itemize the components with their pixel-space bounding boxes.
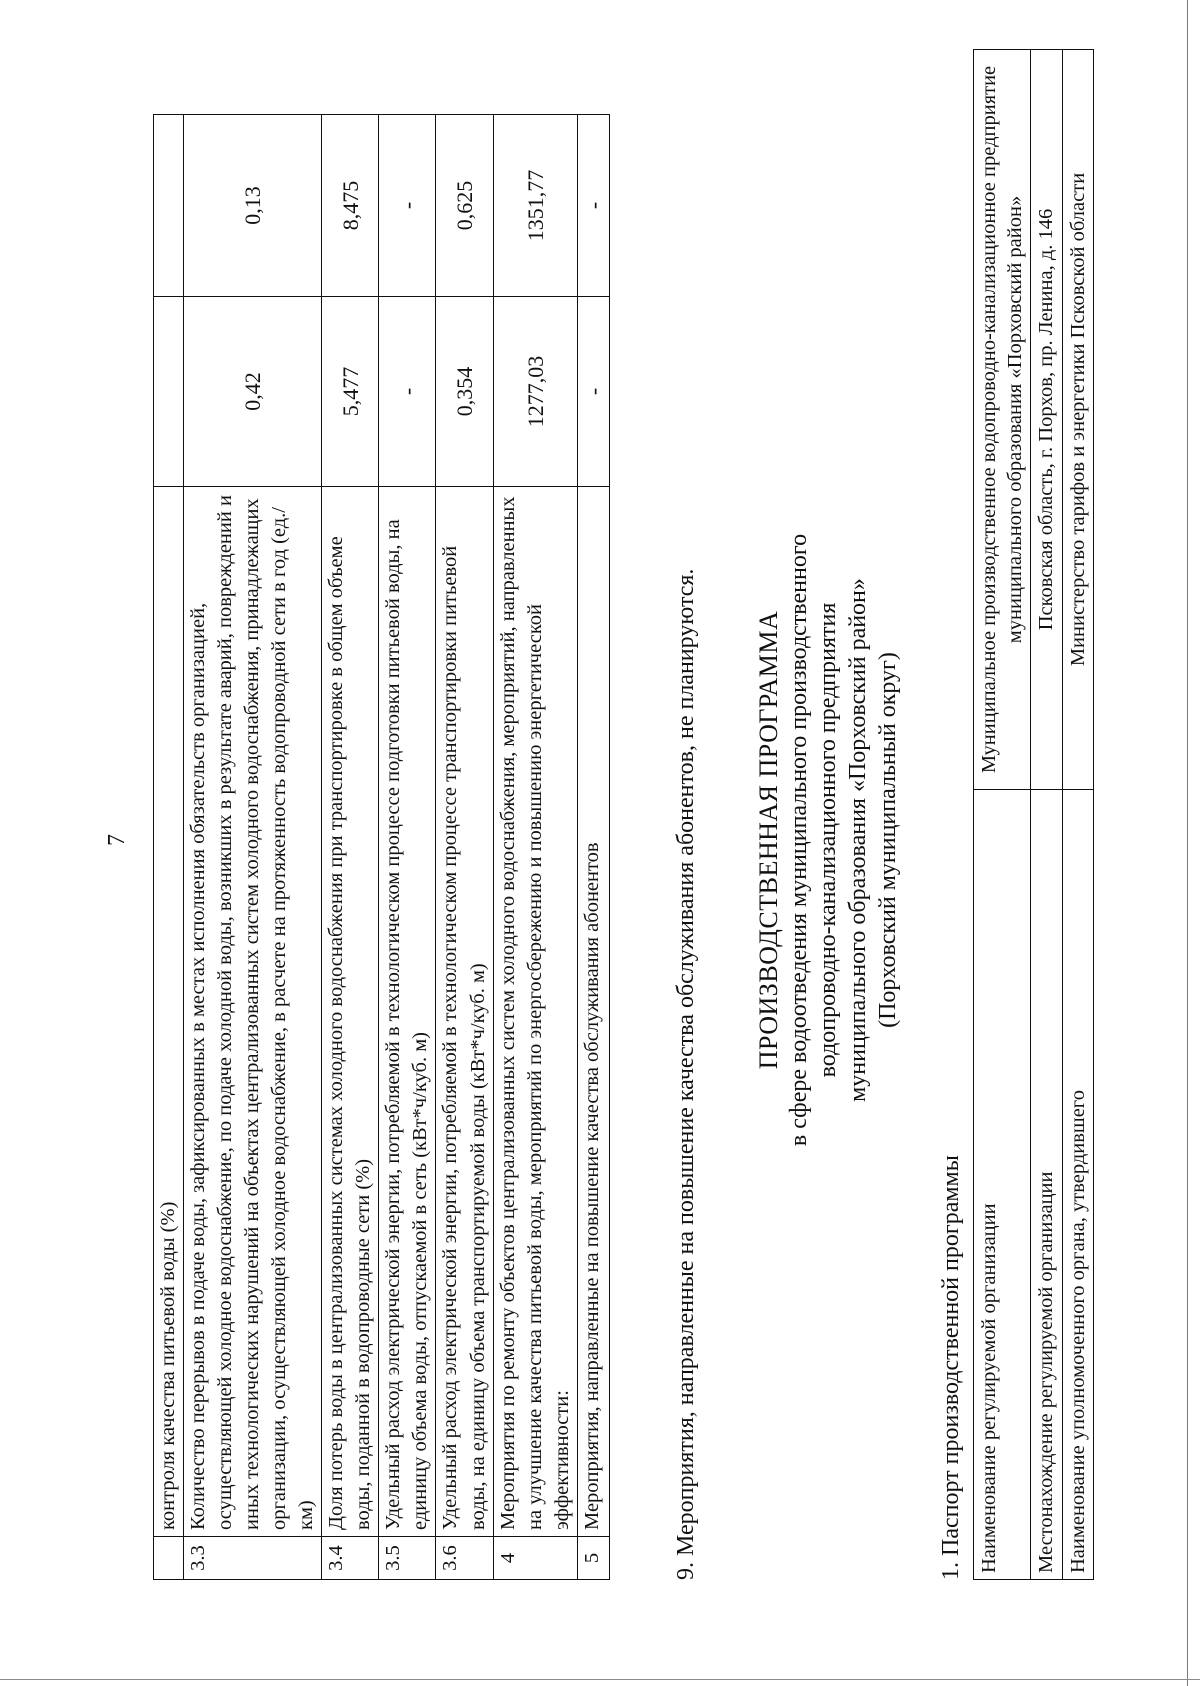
program-subtitle-line: (Порховский муниципальный округ) bbox=[874, 652, 901, 1028]
passport-value: Министерство тарифов и энергетики Псковской области bbox=[1062, 50, 1093, 790]
indicator-text: Удельный расход электрической энергии, потребляемой в технологическом процессе транспортировки питьевой воды, на единицу объема транспортируемой воды (кВт*ч/куб. м) bbox=[436, 487, 493, 1537]
indicator-value-2: 8,475 bbox=[322, 115, 379, 297]
table-row bbox=[1062, 50, 1093, 1580]
row-number: 3.3 bbox=[184, 1537, 322, 1580]
indicator-value-2: - bbox=[379, 115, 436, 297]
indicators-table bbox=[153, 114, 610, 1580]
table-row bbox=[154, 115, 184, 1580]
indicator-value-1: 1277,03 bbox=[493, 297, 577, 487]
measures-paragraph: 9. Мероприятия, направленные на повышение качества обслуживания абонентов, не планируются. bbox=[673, 568, 699, 1580]
passport-value: Муниципальное производственное водопроводно-канализационное предприятие муниципального образования «Порховский район» bbox=[974, 50, 1031, 790]
indicator-value-1: - bbox=[379, 297, 436, 487]
table-row bbox=[1031, 50, 1062, 1580]
table-row bbox=[436, 115, 493, 1580]
indicator-value-2: - bbox=[577, 115, 609, 297]
indicator-text: Мероприятия, направленные на повышение качества обслуживания абонентов bbox=[577, 487, 609, 1537]
row-number: 3.5 bbox=[379, 1537, 436, 1580]
indicator-value-1: 5,477 bbox=[322, 297, 379, 487]
table-row bbox=[322, 115, 379, 1580]
indicator-value-1 bbox=[154, 297, 184, 487]
table-row bbox=[577, 115, 609, 1580]
program-subtitle-line: водопроводно-канализационного предприятия bbox=[815, 602, 842, 1078]
passport-label: Наименование регулируемой организации bbox=[974, 790, 1031, 1580]
indicator-text: Доля потерь воды в централизованных системах холодного водоснабжения при транспортировке в общем объеме воды, поданной в водопроводные сети (%) bbox=[322, 487, 379, 1537]
passport-label: Местонахождение регулируемой организации bbox=[1031, 790, 1062, 1580]
table-row bbox=[493, 115, 577, 1580]
indicator-value-1: 0,354 bbox=[436, 297, 493, 487]
passport-value: Псковская область, г. Порхов, пр. Ленина, д. 146 bbox=[1031, 50, 1062, 790]
passport-table bbox=[973, 49, 1094, 1580]
indicator-text: Количество перерывов в подаче воды, зафиксированных в местах исполнения обязательств организацией, осуществляющей холодное водоснабжение, по подаче холодной воды, возникших в результате аварий, повреждений и иных технологических нарушений на объектах централизованных систем холодного водоснабжения, принадлежащих организации, осуществляющей холодное водоснабжение, в расчете на протяженность водопроводной сети в год (ед./км) bbox=[184, 487, 322, 1537]
indicator-value-1: - bbox=[577, 297, 609, 487]
scan-edge-bottom bbox=[0, 1679, 1200, 1680]
program-title: ПРОИЗВОДСТВЕННАЯ ПРОГРАММА bbox=[754, 610, 783, 1070]
indicator-text: Удельный расход электрической энергии, потребляемой в технологическом процессе подготовки питьевой воды, на единицу объема воды, отпускаемой в сеть (кВт*ч/куб. м) bbox=[379, 487, 436, 1537]
row-number: 5 bbox=[577, 1537, 609, 1580]
indicator-value-2: 1351,77 bbox=[493, 115, 577, 297]
program-subtitle-line: муниципального образования «Порховский район» bbox=[845, 578, 871, 1102]
indicator-value-2 bbox=[154, 115, 184, 297]
indicator-value-2: 0,625 bbox=[436, 115, 493, 297]
page-number: 7 bbox=[104, 834, 130, 846]
row-number bbox=[154, 1537, 184, 1580]
table-row bbox=[184, 115, 322, 1580]
passport-label: Наименование уполномоченного органа, утвердившего bbox=[1062, 790, 1093, 1580]
row-number: 3.4 bbox=[322, 1537, 379, 1580]
indicator-text: контроля качества питьевой воды (%) bbox=[154, 487, 184, 1537]
indicator-value-2: 0,13 bbox=[184, 115, 322, 297]
program-subtitle-line: в сфере водоотведения муниципального производственного bbox=[785, 533, 812, 1147]
indicator-value-1: 0,42 bbox=[184, 297, 322, 487]
passport-heading: 1. Паспорт производственной программы bbox=[938, 1155, 964, 1580]
rotated-document-page bbox=[8, 30, 1188, 1650]
table-row bbox=[974, 50, 1031, 1580]
table-row bbox=[379, 115, 436, 1580]
indicator-text: Мероприятия по ремонту объектов централизованных систем холодного водоснабжения, мероприятий, направленных на улучшение качества питьевой воды, мероприятий по энергосбережению и повышению энергетической эффективности: bbox=[493, 487, 577, 1537]
row-number: 3.6 bbox=[436, 1537, 493, 1580]
row-number: 4 bbox=[493, 1537, 577, 1580]
program-title-block bbox=[753, 30, 903, 1650]
